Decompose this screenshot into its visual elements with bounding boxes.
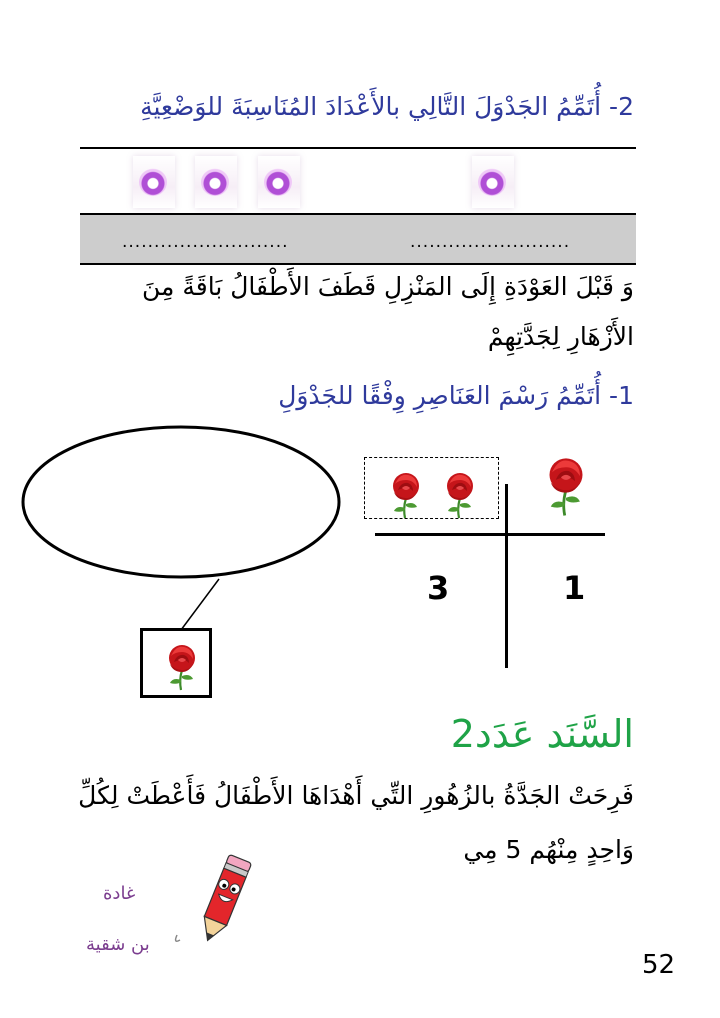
table2-top-line	[80, 147, 636, 149]
table1-right-number: 1	[563, 569, 586, 607]
purple-bubble-icon	[195, 156, 237, 208]
purple-bubble-icon	[472, 156, 514, 208]
signature-last-name: بن شقية	[86, 934, 150, 955]
red-rose-icon	[386, 468, 426, 520]
table1-left-number: 3	[427, 569, 450, 607]
section-title: السَّنَد عَدَد2	[450, 712, 634, 756]
signature-first-name: غادة	[103, 883, 136, 904]
red-rose-icon	[440, 468, 480, 520]
question-2-title: 2- أُتَمِّمُ الجَدْوَلَ التَّالِي بالأَعْدَادَ المُنَاسِبَةَ للوَضْعِيَّةِ	[140, 92, 634, 121]
answer-blank-left[interactable]: ..........................	[122, 232, 289, 252]
table1-vertical-line	[505, 484, 508, 668]
page-number: 52	[642, 950, 676, 980]
question-1-title: 1- أُتَمِّمُ رَسْمَ العَنَاصِرِ وِفْقًا للجَدْوَلِ	[278, 381, 634, 410]
story-line-1: وَ قَبْلَ العَوْدَةِ إِلَى المَنْزِلِ قَطَفَ الأَطْفَالُ بَاقَةً مِنَ	[142, 272, 634, 301]
answer-drawing-area[interactable]	[0, 420, 360, 640]
pencil-mascot-icon	[165, 850, 265, 950]
story2-line-2: وَاحِدٍ مِنْهُم 5 مِي	[463, 835, 634, 864]
purple-bubble-icon	[258, 156, 300, 208]
red-rose-icon	[540, 452, 592, 518]
purple-bubble-icon	[133, 156, 175, 208]
table2-bottom-line	[80, 263, 636, 265]
story2-line-1: فَرِحَتْ الجَدَّةُ بالزُهُورِ التِّي أَهْدَاهَا الأَطْفَالُ فَأَعْطَتْ لِكُلِّ	[78, 781, 634, 810]
red-rose-icon	[162, 640, 202, 692]
answer-blank-right[interactable]: .........................	[410, 232, 571, 252]
table1-horizontal-line	[375, 533, 605, 536]
story-line-2: الأَزْهَارِ لِجَدَّتِهِمْ	[487, 322, 634, 351]
